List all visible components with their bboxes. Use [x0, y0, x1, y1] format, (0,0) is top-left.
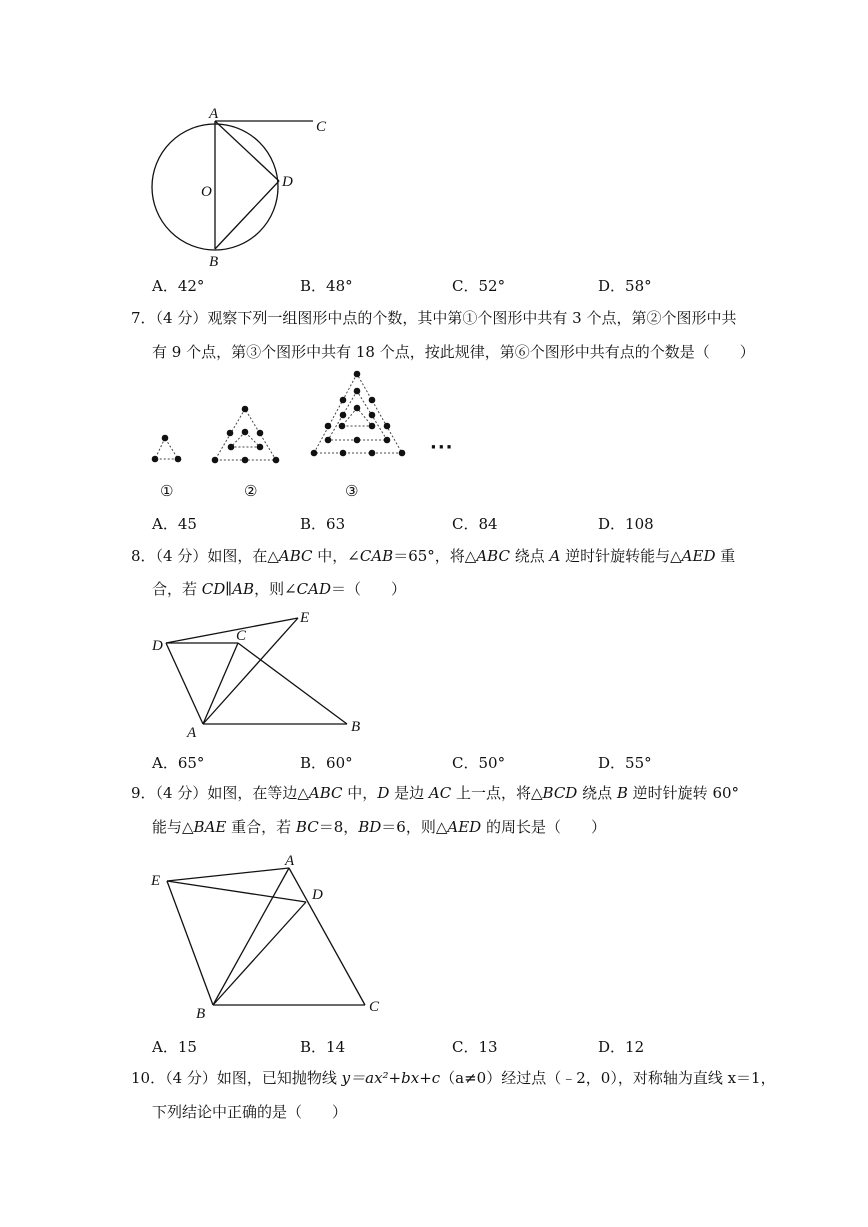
q6-option-d: D．58° [598, 277, 652, 295]
q8-option-d: D．55° [598, 754, 652, 772]
q9-label-b: B [196, 1006, 206, 1022]
q7-label-1: ① [160, 482, 174, 500]
q9-option-c: C．13 [452, 1038, 498, 1056]
q6-option-b: B．48° [300, 277, 353, 295]
q8-option-b: B．60° [300, 754, 353, 772]
q6-label-a: A [209, 106, 219, 122]
q7-option-d: D．108 [598, 515, 654, 533]
q10-stem-line1: 10．（4 分）如图，已知抛物线 y＝ax²+bx+c（a≠0）经过点（﹣2，0），对称轴为直线 x＝1， [131, 1069, 776, 1087]
q7-option-c: C．84 [452, 515, 498, 533]
q6-option-c: C．52° [452, 277, 506, 295]
q7-stem-line2: 有 9 个点，第③个图形中共有 18 个点，按此规律，第⑥个图形中共有点的个数是（ ） [152, 343, 755, 361]
q6-label-d: D [282, 174, 293, 190]
q9-label-d: D [312, 887, 323, 903]
q9-label-c: C [369, 999, 380, 1015]
q8-stem-line1: 8．（4 分）如图，在△ABC 中，∠CAB＝65°，将△ABC 绕点 A 逆时针旋转能与△AED 重 [131, 547, 736, 565]
q7-option-a: A．45 [152, 515, 197, 533]
q9-option-d: D．12 [598, 1038, 645, 1056]
q7-stem-line1: 7．（4 分）观察下列一组图形中点的个数，其中第①个图形中共有 3 个点，第②个图形中共 [131, 309, 737, 327]
q9-option-a: A．15 [152, 1038, 197, 1056]
q9-stem-line1: 9．（4 分）如图，在等边△ABC 中，D 是边 AC 上一点，将△BCD 绕点 B 逆时针旋转 60° [131, 784, 740, 802]
q8-option-a: A．65° [152, 754, 205, 772]
q9-option-b: B．14 [300, 1038, 346, 1056]
q9-label-a: A [285, 853, 295, 869]
q7-ellipsis: ··· [430, 437, 454, 458]
q6-label-b: B [209, 254, 219, 270]
q6-option-a: A．42° [152, 277, 205, 295]
q8-label-a: A [187, 725, 197, 741]
q7-label-2: ② [244, 482, 258, 500]
q9-label-e: E [151, 873, 161, 889]
q10-stem-line2: 下列结论中正确的是（ ） [152, 1103, 348, 1121]
q6-label-c: C [316, 119, 327, 135]
q8-label-d: D [152, 638, 163, 654]
q7-option-b: B．63 [300, 515, 346, 533]
q8-option-c: C．50° [452, 754, 506, 772]
q7-label-3: ③ [345, 482, 359, 500]
q8-label-e: E [300, 610, 310, 626]
q8-stem-line2: 合，若 CD∥AB，则∠CAD＝（ ） [152, 580, 407, 598]
q9-stem-line2: 能与△BAE 重合，若 BC＝8，BD＝6，则△AED 的周长是（ ） [152, 818, 606, 836]
q8-label-c: C [236, 628, 247, 644]
q8-label-b: B [351, 719, 361, 735]
q6-label-o: O [201, 184, 212, 200]
